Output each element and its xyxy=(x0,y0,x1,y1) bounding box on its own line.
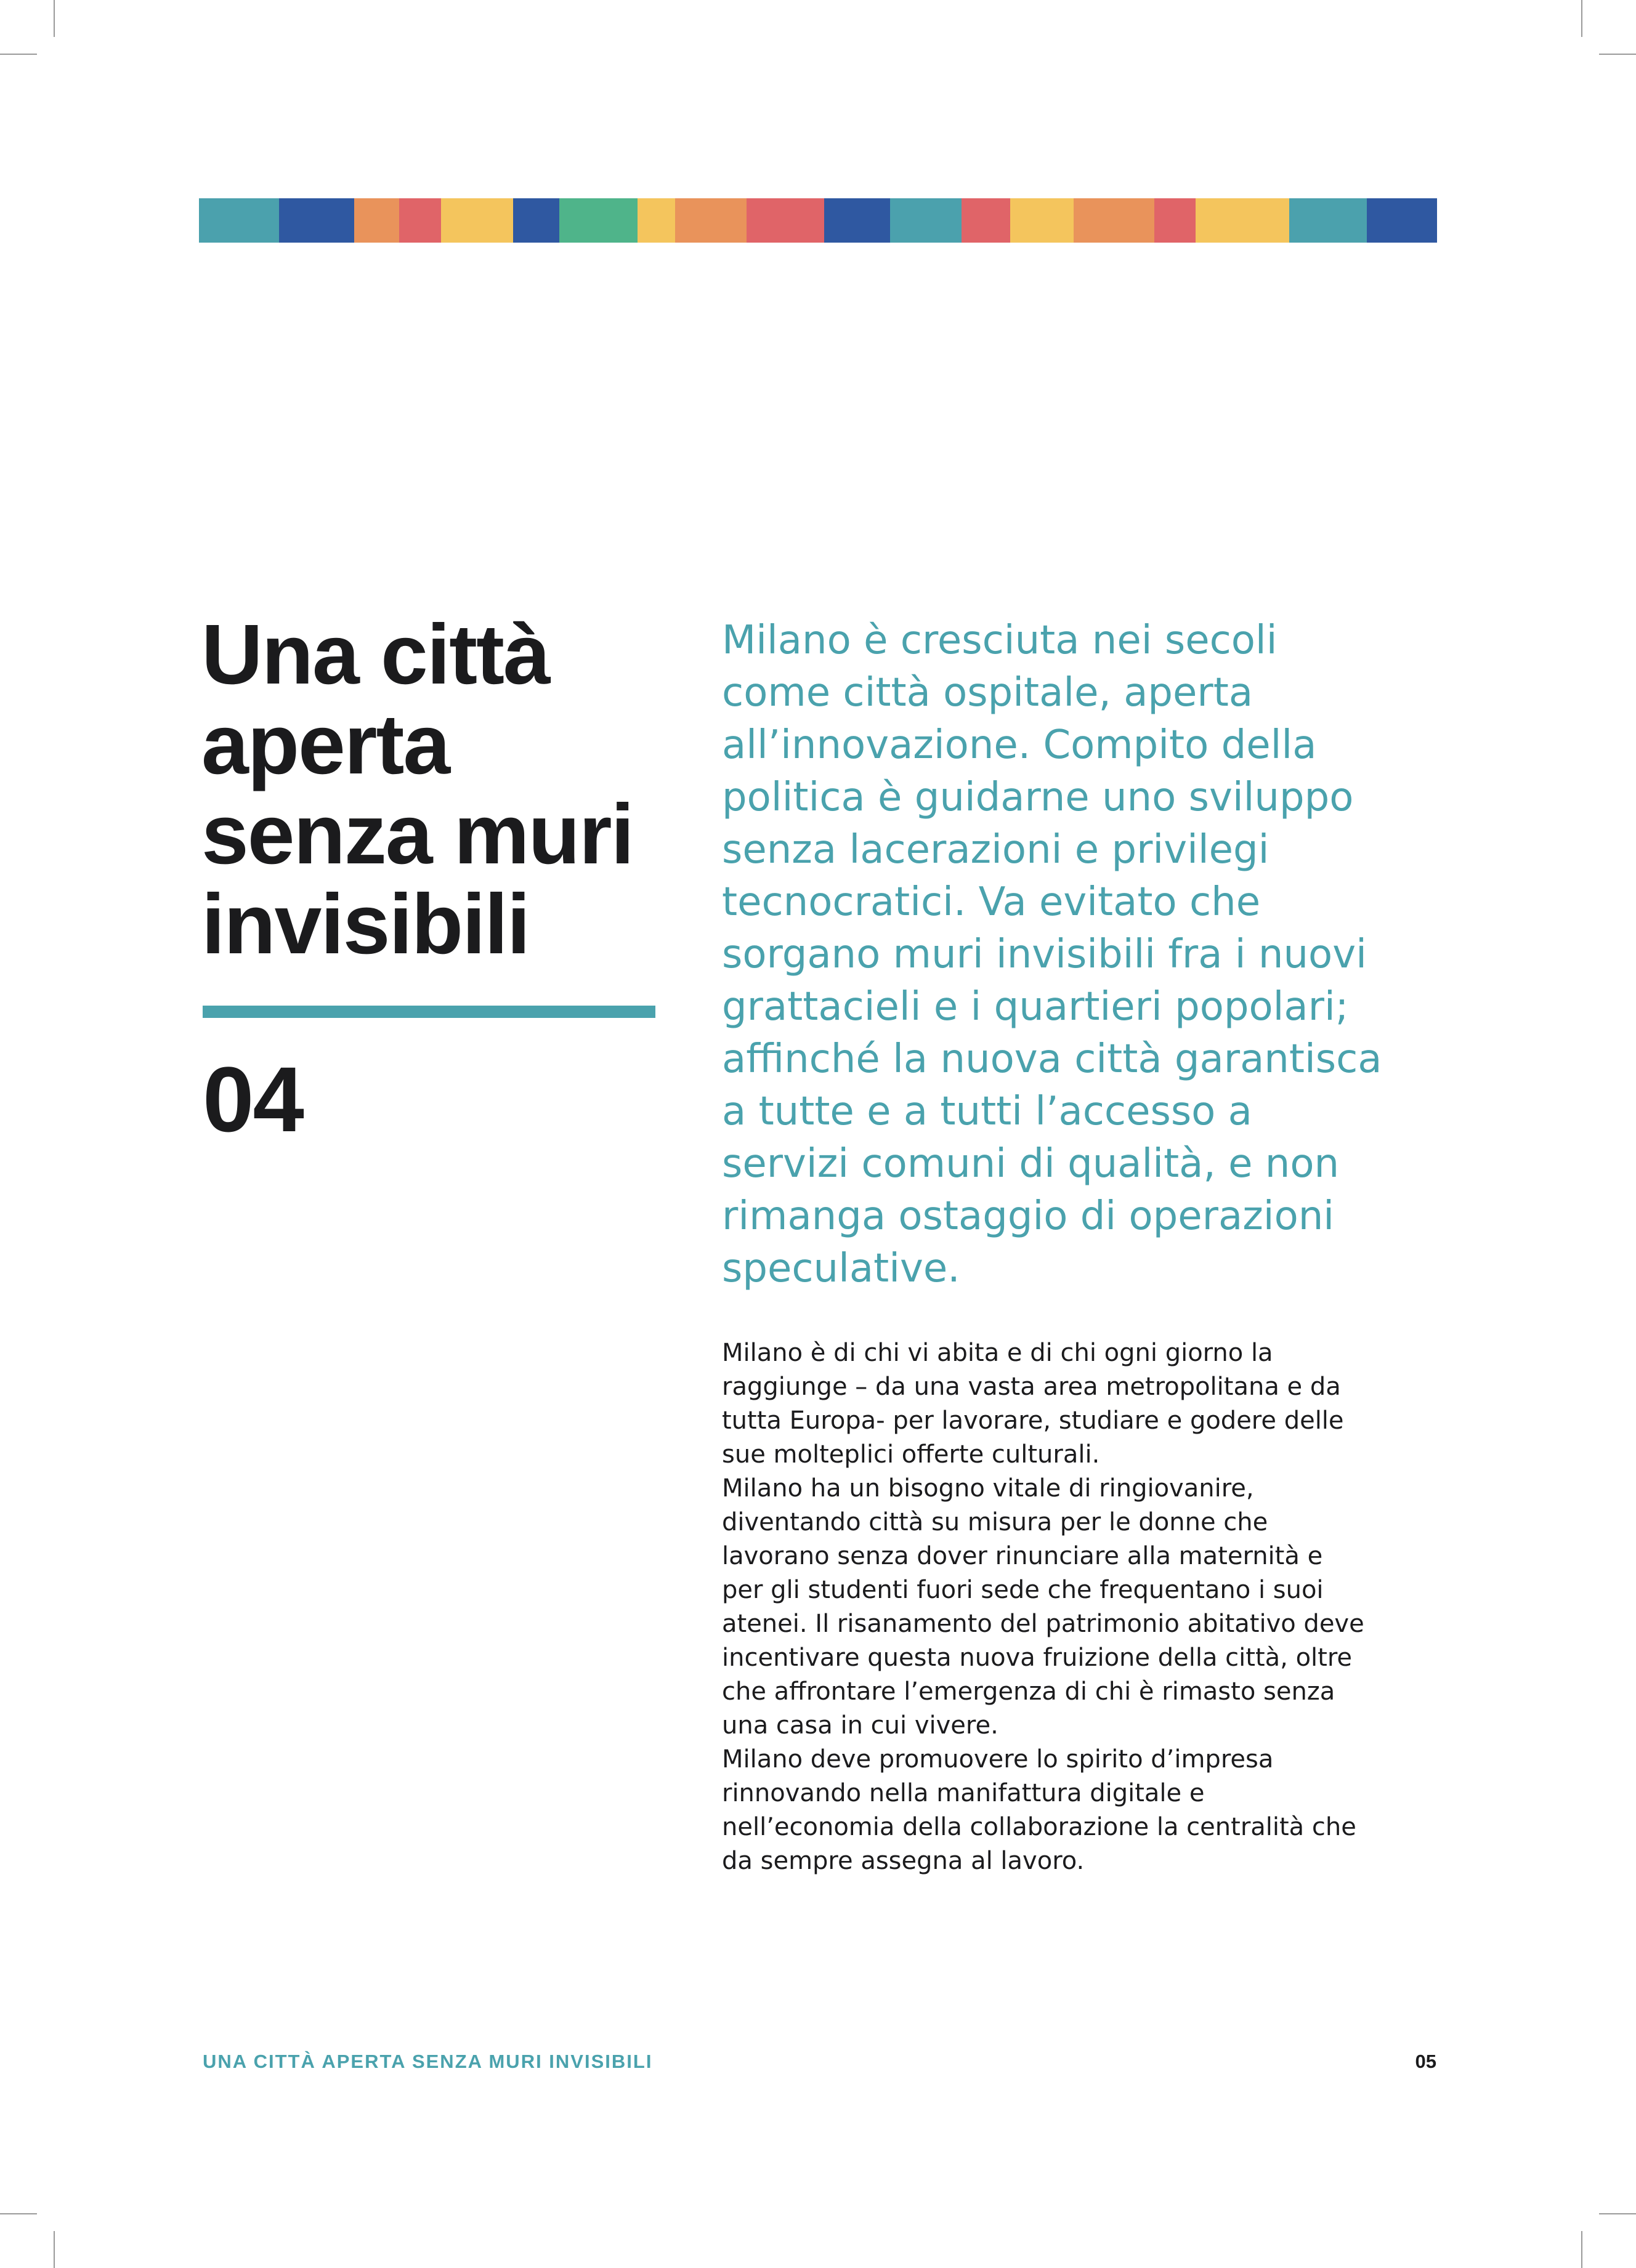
color-band-segment xyxy=(279,198,354,243)
color-band-segment xyxy=(675,198,747,243)
title-underline xyxy=(203,1006,655,1018)
color-band-segment xyxy=(441,198,513,243)
crop-mark-top-left-vertical xyxy=(54,0,55,37)
color-band-segment xyxy=(824,198,890,243)
body-paragraph: Milano è di chi vi abita e di chi ogni giorno la raggiunge – da una vasta area metropolitana e da tutta Europa- per lavorare, studiare e godere delle sue molteplici offerte culturali. Milano ha un bisogno vitale di ringiovanire, diventando città su misura per le donne che lavorano senza dover rinunciare alla maternità e per gli studenti fuori sede che frequentano i suoi atenei. Il risanamento del patrimonio abitativo deve incentivare questa nuova fruizione della città, oltre che affrontare l’emergenza di chi è rimasto senza una casa in cui vivere. Milano deve promuovere lo spirito d’impresa rinnovando nella manifattura digitale e nell’economia della collaborazione la centralità che da sempre assegna al lavoro. xyxy=(722,1339,1364,1875)
section-title: Una città aperta senza muri invisibili xyxy=(201,607,633,972)
page-number: 05 xyxy=(1415,2051,1436,2072)
color-band-segment xyxy=(354,198,399,243)
color-band-segment xyxy=(1289,198,1367,243)
color-band-segment xyxy=(1196,198,1289,243)
crop-mark-top-right-vertical xyxy=(1581,0,1582,37)
color-band-segment xyxy=(1074,198,1154,243)
color-band-segment xyxy=(1367,198,1437,243)
color-band-segment xyxy=(890,198,962,243)
color-band-segment xyxy=(1010,198,1074,243)
crop-mark-bottom-left-horizontal xyxy=(0,2213,37,2214)
color-band-segment xyxy=(559,198,638,243)
color-band-segment xyxy=(399,198,441,243)
color-band-segment xyxy=(962,198,1010,243)
color-band-segment xyxy=(747,198,824,243)
crop-mark-bottom-right-vertical xyxy=(1581,2231,1582,2268)
crop-mark-bottom-right-horizontal xyxy=(1599,2213,1636,2214)
color-band-segment xyxy=(1154,198,1196,243)
crop-mark-top-right-horizontal xyxy=(1599,54,1636,55)
color-band-segment xyxy=(638,198,675,243)
footer-running-title: UNA CITTÀ APERTA SENZA MURI INVISIBILI xyxy=(203,2051,653,2072)
chapter-number: 04 xyxy=(203,1047,303,1151)
color-band xyxy=(199,198,1437,243)
lead-paragraph: Milano è cresciuta nei secoli come città ospitale, aperta all’innovazione. Compito della politica è guidarne uno sviluppo senza lacerazioni e privilegi tecnocratici. Va evitato che sorgano muri invisibili fra i nuovi grattacieli e i quartieri popolari; affinché la nuova città garantisca a tutte e a tutti l’accesso a servizi comuni di qualità, e non rimanga ostaggio di operazioni speculative. xyxy=(722,618,1382,1291)
crop-mark-top-left-horizontal xyxy=(0,54,37,55)
color-band-segment xyxy=(199,198,279,243)
crop-mark-bottom-left-vertical xyxy=(54,2231,55,2268)
color-band-segment xyxy=(513,198,559,243)
